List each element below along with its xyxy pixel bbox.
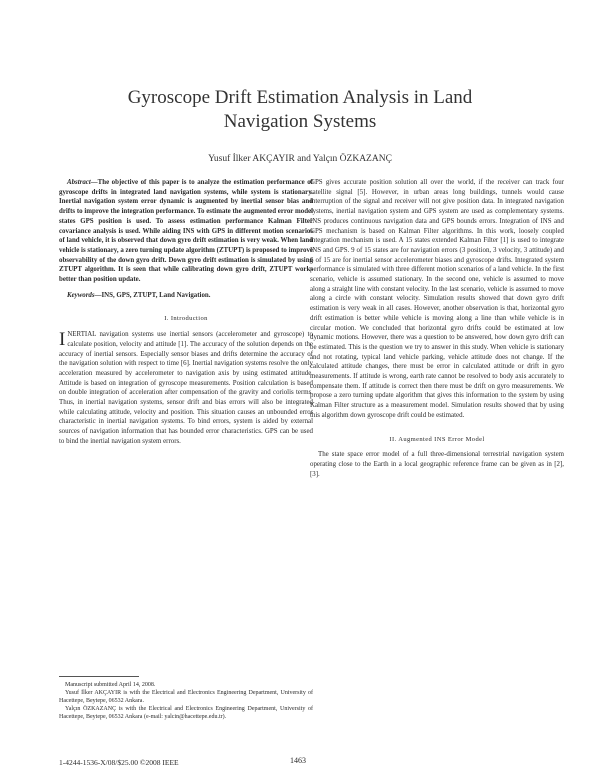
intro-text: NERTIAL navigation systems use inertial sensors (accelerometer and gyroscope) to calculate position, velocity and attitude [1]. The accuracy of the solution depends on the accuracy of inertial sensors. Especially sensor biases and drifts determine the accuracy of the navigation solution with respect to time [6]. Inertial navigation systems resolve the only acceleration measured by accelerometer to navigation axis by using estimated attitude. Attitude is based on integration of gyroscope measurements. Position calculation is based on double integration of acceleration after compensation of the gravity and coriolis terms. Thus, in inertial navigation systems, sensor drift and bias errors will also be integrated while calculating attitude, velocity and position. This situation causes an unbounded error characteristic in inertial navigation systems. To bind errors, system is aided by external sources of navigation information that has bounded error characteristics. GPS can be used to bind the inertial navigation system errors. <box>59 331 313 445</box>
footnote-author-1: Yusuf İlker AKÇAYIR is with the Electrical and Electronics Engineering Department, University of Hacettepe, Beytepe, 06532 Ankara. <box>59 690 313 704</box>
paper-title <box>0 86 600 134</box>
right-column <box>310 178 564 479</box>
right-paragraph: GPS gives accurate position solution all over the world, if the receiver can track four satellite signal [5]. However, in urban areas long buildings, tunnels would cause interruption of the signal and receiver will not give position data. In integrated navigation systems, inertial navigation system and GPS system are used as complementary systems. INS produces continuous navigation data and GPS bounds errors. Integration of INS and GPS mechanism is based on Kalman Filter algorithms. In this work, loosely coupled integration mechanism is used. A 15 states extended Kalman Filter [1] is used to integrate INS and GPS. 9 of 15 states are for navigation errors (3 position, 3 velocity, 3 attitude) and 6 of 15 are for inertial sensor accelerometer biases and gyroscope drifts. Integrated system performance is simulated with three different motion scenarios of a land vehicle. In the first scenario, vehicle is assumed stationary. In the second one, vehicle is assumed to move along a straight line with constant velocity. In the last scenario, vehicle is assumed to move along a circle with constant velocity. Simulation results showed that down gyro drift estimation is very weak in all cases. However, another observation is that, horizontal gyro drift estimation is better while vehicle is moving along a line than while vehicle is in circular motion. We concluded that horizontal gyro drifts could be estimated at low dynamic motions. However, there was a question to be answered, how down gyro drift can be estimated. This is the question we try to answer in this study. When vehicle is stationary and not rotating, typical land vehicle parking, vehicle attitude does not change. If the calculated attitude changes, there must be error in calculated attitude or drift in gyro measurements. If attitude is wrong, earth rate cannot be resolved to body axis accurately to compensate them. If attitude is correct then there must be drift on gyro measurements. We propose a zero turning update algorithm that gives this information to the system by using Kalman Filter structure as a measurement model. Simulation results showed that by using this algorithm down gyroscope drift could be estimated. <box>310 179 564 419</box>
left-column <box>59 178 313 447</box>
abstract-body: The objective of this paper is to analyze the estimation performance of gyroscope drifts in integrated land navigation systems, while system is stationary. Inertial navigation system error dynamic is augmented by inertial sensor bias and drifts to improve the integration performance. To estimate the augmented error model states GPS position is used. To assess estimation performance Kalman Filter covariance analysis is used. While aiding INS with GPS in different motion scenarios of land vehicle, it is observed that down gyro drift estimation is very weak. When land vehicle is stationary, a zero turning update algorithm (ZTUPT) is proposed to improve observability of the down gyro drift. Down gyro drift estimation is simulated by using ZTUPT algorithm. It is seen that while calibrating down gyro drift, ZTUPT works better than position update. <box>59 179 313 284</box>
section-2-paragraph: The state space error model of a full three-dimensional terrestrial navigation system operating close to the Earth in a local geographic reference frame can be given as in [2], [3]. <box>310 451 564 478</box>
footnote-divider <box>59 676 139 677</box>
footnote-manuscript: Manuscript submitted April 14, 2008. <box>65 682 156 688</box>
intro-paragraph <box>59 330 313 446</box>
authors: Yusuf İlker AKÇAYIR and Yalçın ÖZKAZANÇ <box>208 154 392 164</box>
keywords-body: INS, GPS, ZTUPT, Land Navigation. <box>101 291 211 299</box>
keywords <box>59 291 313 301</box>
title-line-2: Navigation Systems <box>223 111 377 132</box>
isbn-line: 1-4244-1536-X/08/$25.00 ©2008 IEEE <box>59 758 179 767</box>
footnote-author-2: Yalçın ÖZKAZANÇ is with the Electrical and Electronics Engineering Department, University of Hacettepe, Beytepe, 06532 Ankara (e-mail: yalcin@hacettepe.edu.tr). <box>59 706 313 720</box>
footnotes <box>59 676 313 721</box>
page-number: 1463 <box>290 756 306 765</box>
abstract-lead: Abstract— <box>67 179 98 186</box>
abstract <box>59 178 313 285</box>
keywords-lead: Keywords— <box>67 291 102 299</box>
introduction <box>59 330 313 446</box>
section-2-heading: II. Augmented INS Error Model <box>389 435 485 443</box>
section-2 <box>310 450 564 479</box>
title-line-1: Gyroscope Drift Estimation Analysis in Land <box>127 87 473 108</box>
section-1-heading: I. Introduction <box>164 315 208 323</box>
drop-cap: I <box>59 329 66 351</box>
